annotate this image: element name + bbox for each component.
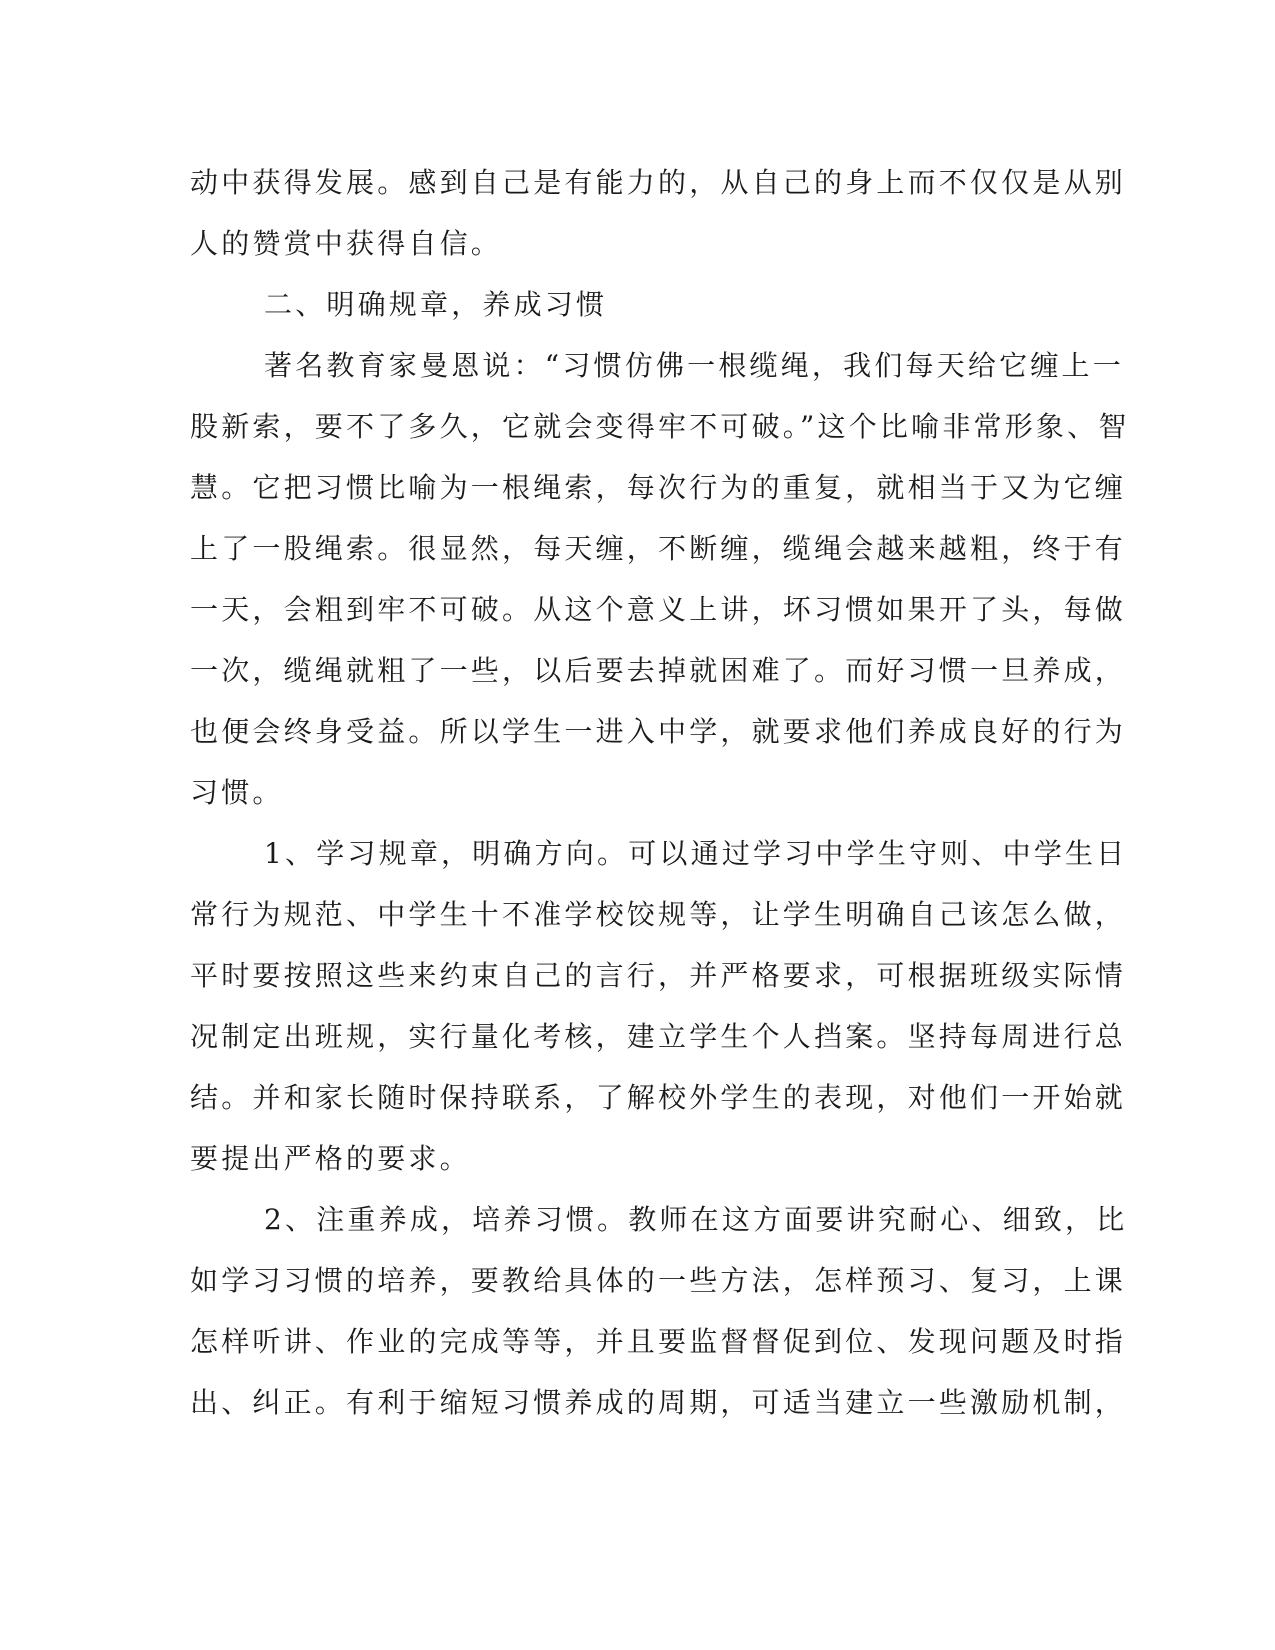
text-line-15: 况制定出班规，实行量化考核，建立学生个人挡案。坚持每周进行总 xyxy=(190,1020,1127,1053)
text-line-10: 也便会终身受益。所以学生一进入中学，就要求他们养成良好的行为 xyxy=(190,715,1127,748)
text-line-20: 怎样听讲、作业的完成等等，并且要监督督促到位、发现问题及时指 xyxy=(190,1325,1127,1358)
text-line-21: 出、纠正。有利于缩短习惯养成的周期，可适当建立一些激励机制， xyxy=(190,1386,1127,1419)
text-line-19: 如学习习惯的培养，要教给具体的一些方法，怎样预习、复习，上课 xyxy=(190,1264,1127,1297)
document-body xyxy=(190,152,1130,1433)
text-line-17: 要提出严格的要求。 xyxy=(190,1142,471,1175)
text-line-13: 常行为规范、中学生十不准学校饺规等，让学生明确自己该怎么做， xyxy=(190,898,1127,931)
text-line-2: 人的赞赏中获得自信。 xyxy=(190,227,503,260)
text-line-14: 平时要按照这些来约束自己的言行，并严格要求，可根据班级实际情 xyxy=(190,959,1127,992)
text-line-6: 慧。它把习惯比喻为一根绳索，每次行为的重复，就相当于又为它缠 xyxy=(190,471,1127,504)
text-line-5: 股新索，要不了多久，它就会变得牢不可破。”这个比喻非常形象、智 xyxy=(190,410,1130,443)
text-line-9: 一次，缆绳就粗了一些，以后要去掉就困难了。而好习惯一旦养成， xyxy=(190,654,1127,687)
text-line-12: 1、学习规章，明确方向。可以通过学习中学生守则、中学生日 xyxy=(264,837,1128,870)
text-line-18: 2、注重养成，培养习惯。教师在这方面要讲究耐心、细致，比 xyxy=(264,1203,1128,1236)
text-line-11: 习惯。 xyxy=(190,776,284,809)
text-line-4: 著名教育家曼恩说：“习惯仿佛一根缆绳，我们每天给它缠上一 xyxy=(264,349,1124,382)
text-line-8: 一天，会粗到牢不可破。从这个意义上讲，坏习惯如果开了头，每做 xyxy=(190,593,1127,626)
section-heading: 二、明确规章，养成习惯 xyxy=(264,288,608,321)
text-line-16: 结。并和家长随时保持联系，了解校外学生的表现，对他们一开始就 xyxy=(190,1081,1127,1114)
text-line-7: 上了一股绳索。很显然，每天缠，不断缠，缆绳会越来越粗，终于有 xyxy=(190,532,1127,565)
text-line-1: 动中获得发展。感到自己是有能力的，从自己的身上而不仅仅是从别 xyxy=(190,166,1127,199)
